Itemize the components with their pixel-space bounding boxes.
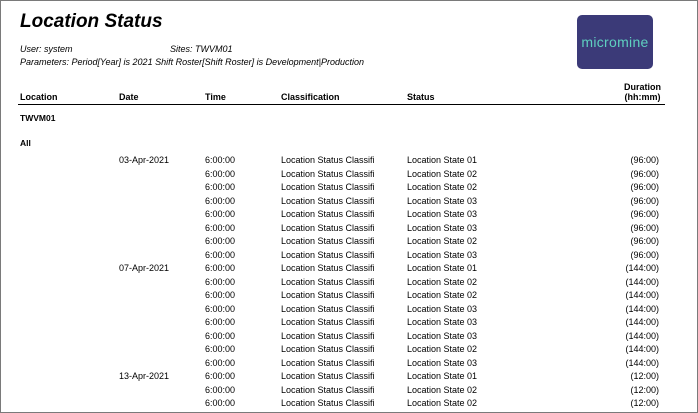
column-header-date: Date [119, 92, 139, 102]
row-classification: Location Status Classifi [281, 249, 375, 260]
table-row [1, 182, 697, 196]
row-time: 6:00:00 [205, 398, 236, 408]
row-classification: Location Status Classifi [281, 182, 375, 192]
table-row [1, 385, 697, 399]
table-row [1, 358, 697, 372]
row-classification: Location Status Classifi [281, 303, 375, 314]
report-title: Location Status [20, 11, 163, 32]
row-classification: Location Status Classifi [281, 290, 375, 300]
row-status: Location State 02 [407, 344, 478, 354]
row-time: 6:00:00 [205, 357, 236, 368]
row-status: Location State 03 [407, 330, 478, 341]
row-duration: (144:00) [625, 263, 659, 273]
row-status: Location State 02 [407, 398, 478, 408]
row-time: 6:00:00 [205, 263, 236, 273]
row-time: 6:00:00 [205, 168, 236, 179]
row-classification: Location Status Classifi [281, 155, 375, 165]
row-status: Location State 03 [407, 357, 478, 368]
row-duration: (144:00) [625, 276, 659, 287]
row-classification: Location Status Classifi [281, 330, 375, 341]
row-classification: Location Status Classifi [281, 195, 375, 206]
row-date: 07-Apr-2021 [119, 263, 170, 273]
table-row [1, 263, 697, 277]
row-duration: (96:00) [630, 209, 659, 219]
row-duration: (12:00) [630, 384, 659, 395]
row-time: 6:00:00 [205, 303, 236, 314]
table-row [1, 223, 697, 237]
row-time: 6:00:00 [205, 290, 236, 300]
row-time: 6:00:00 [205, 155, 236, 165]
row-duration: (96:00) [630, 182, 659, 192]
row-duration: (96:00) [630, 155, 659, 165]
row-time: 6:00:00 [205, 195, 236, 206]
row-time: 6:00:00 [205, 236, 236, 246]
row-time: 6:00:00 [205, 384, 236, 395]
table-row [1, 331, 697, 345]
row-time: 6:00:00 [205, 330, 236, 341]
row-time: 6:00:00 [205, 209, 236, 219]
header-divider [18, 104, 665, 105]
row-classification: Location Status Classifi [281, 317, 375, 327]
table-row [1, 236, 697, 250]
column-header-time: Time [205, 92, 226, 102]
row-classification: Location Status Classifi [281, 398, 375, 408]
subgroup-label: All [20, 138, 31, 148]
row-duration: (96:00) [630, 195, 659, 206]
row-classification: Location Status Classifi [281, 357, 375, 368]
report-sites: Sites: TWVM01 [170, 44, 233, 54]
row-status: Location State 02 [407, 276, 478, 287]
row-duration: (144:00) [625, 290, 659, 300]
row-duration: (144:00) [625, 330, 659, 341]
row-duration: (96:00) [630, 236, 659, 246]
row-time: 6:00:00 [205, 222, 236, 233]
duration-header-line2: (hh:mm) [624, 92, 661, 102]
table-row [1, 196, 697, 210]
duration-header-line1: Duration [624, 82, 661, 92]
row-status: Location State 01 [407, 155, 478, 165]
row-status: Location State 02 [407, 290, 478, 300]
row-classification: Location Status Classifi [281, 276, 375, 287]
row-classification: Location Status Classifi [281, 344, 375, 354]
row-status: Location State 03 [407, 209, 478, 219]
logo-text: micromine [581, 34, 649, 50]
table-row [1, 304, 697, 318]
table-row [1, 317, 697, 331]
row-duration: (144:00) [625, 344, 659, 354]
row-status: Location State 02 [407, 384, 478, 395]
row-status: Location State 02 [407, 236, 478, 246]
table-row [1, 250, 697, 264]
micromine-logo [577, 15, 653, 69]
row-status: Location State 02 [407, 182, 478, 192]
row-date: 03-Apr-2021 [119, 155, 170, 165]
row-status: Location State 01 [407, 263, 478, 273]
row-duration: (96:00) [630, 168, 659, 179]
column-header-classification: Classification [281, 92, 340, 102]
row-classification: Location Status Classifi [281, 236, 375, 246]
table-row [1, 277, 697, 291]
row-time: 6:00:00 [205, 249, 236, 260]
row-date: 13-Apr-2021 [119, 371, 170, 381]
row-classification: Location Status Classifi [281, 263, 375, 273]
row-classification: Location Status Classifi [281, 209, 375, 219]
row-duration: (12:00) [630, 371, 659, 381]
column-header-duration [624, 82, 661, 102]
row-status: Location State 03 [407, 249, 478, 260]
row-duration: (144:00) [625, 317, 659, 327]
table-row [1, 290, 697, 304]
table-row [1, 209, 697, 223]
row-duration: (96:00) [630, 249, 659, 260]
column-header-status: Status [407, 92, 435, 102]
row-status: Location State 03 [407, 303, 478, 314]
table-row [1, 344, 697, 358]
table-row [1, 155, 697, 169]
row-time: 6:00:00 [205, 276, 236, 287]
row-status: Location State 01 [407, 371, 478, 381]
row-duration: (144:00) [625, 357, 659, 368]
table-row [1, 371, 697, 385]
table-row [1, 398, 697, 412]
row-status: Location State 02 [407, 168, 478, 179]
site-group-label: TWVM01 [20, 113, 56, 123]
row-time: 6:00:00 [205, 371, 236, 381]
row-time: 6:00:00 [205, 182, 236, 192]
row-status: Location State 03 [407, 317, 478, 327]
row-status: Location State 03 [407, 222, 478, 233]
row-duration: (96:00) [630, 222, 659, 233]
row-duration: (144:00) [625, 303, 659, 314]
row-time: 6:00:00 [205, 344, 236, 354]
row-time: 6:00:00 [205, 317, 236, 327]
row-classification: Location Status Classifi [281, 371, 375, 381]
row-classification: Location Status Classifi [281, 384, 375, 395]
row-status: Location State 03 [407, 195, 478, 206]
table-row [1, 169, 697, 183]
row-classification: Location Status Classifi [281, 168, 375, 179]
report-user: User: system [20, 44, 73, 54]
report-parameters: Parameters: Period[Year] is 2021 Shift Roster[Shift Roster] is Development|Production [20, 57, 364, 67]
column-header-location: Location [20, 92, 58, 102]
row-classification: Location Status Classifi [281, 222, 375, 233]
row-duration: (12:00) [630, 398, 659, 408]
